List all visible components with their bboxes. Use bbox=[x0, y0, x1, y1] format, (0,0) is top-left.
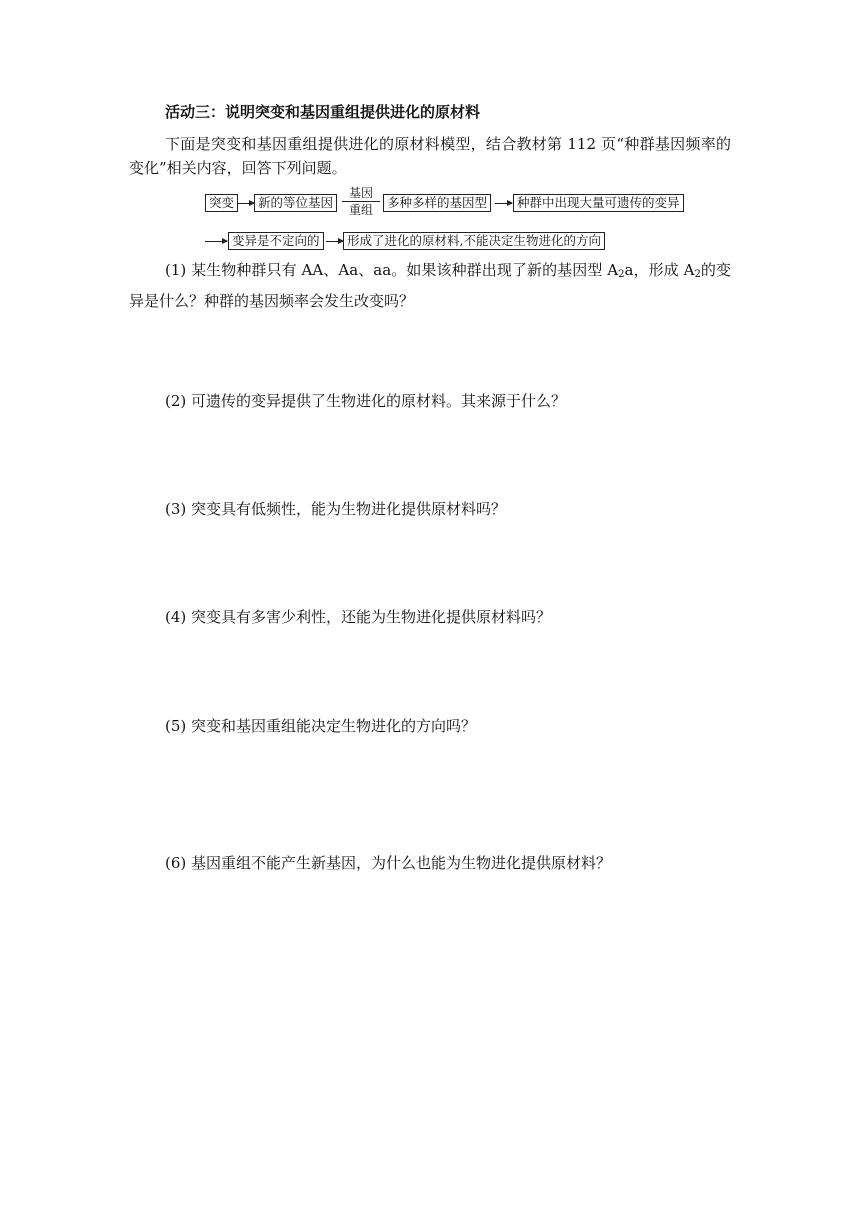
arrow-icon bbox=[342, 201, 380, 202]
question-5: (5) 突变和基因重组能决定生物进化的方向吗？ bbox=[165, 717, 477, 735]
arrow-icon bbox=[326, 241, 343, 242]
flow-box-genotypes: 多种多样的基因型 bbox=[383, 194, 491, 212]
question-1-text-b: a，形成 A bbox=[624, 261, 695, 279]
recombination-top-label: 基因 bbox=[348, 186, 373, 200]
activity-title: 活动三：说明突变和基因重组提供进化的原材料 bbox=[165, 103, 481, 121]
arrow-icon bbox=[495, 203, 512, 204]
question-6: (6) 基因重组不能产生新基因，为什么也能为生物进化提供原材料？ bbox=[165, 854, 612, 872]
question-1-text-a: (1) 某生物种群只有 AA、Aa、aa。如果该种群出现了新的基因型 A bbox=[165, 261, 619, 279]
question-1 bbox=[129, 257, 731, 315]
question-1-subscript: 2 bbox=[694, 269, 701, 280]
recombination-label bbox=[342, 186, 380, 217]
question-2: (2) 可遗传的变异提供了生物进化的原材料。其来源于什么？ bbox=[165, 392, 567, 410]
arrow-icon bbox=[238, 203, 254, 204]
question-4: (4) 突变具有多害少利性，还能为生物进化提供原材料吗？ bbox=[165, 608, 552, 626]
question-1-subscript: 2 bbox=[618, 269, 625, 280]
flow-box-heritable-variation: 种群中出现大量可遗传的变异 bbox=[513, 194, 684, 212]
flow-box-raw-material: 形成了进化的原材料,不能决定生物进化的方向 bbox=[343, 232, 605, 250]
flow-box-mutation: 突变 bbox=[205, 194, 238, 212]
arrow-icon bbox=[205, 241, 227, 242]
flow-box-new-allele: 新的等位基因 bbox=[254, 194, 337, 212]
question-3: (3) 突变具有低频性，能为生物进化提供原材料吗？ bbox=[165, 500, 507, 518]
recombination-bottom-label: 重组 bbox=[348, 203, 373, 217]
intro-paragraph: 下面是突变和基因重组提供进化的原材料模型，结合教材第 112 页“种群基因频率的变化”相关内容，回答下列问题。 bbox=[129, 135, 731, 177]
question-1-text-c: 的变异是什么？种群的基因频率会发生改变吗？ bbox=[129, 261, 731, 310]
flow-box-undirected: 变异是不定向的 bbox=[228, 232, 324, 250]
